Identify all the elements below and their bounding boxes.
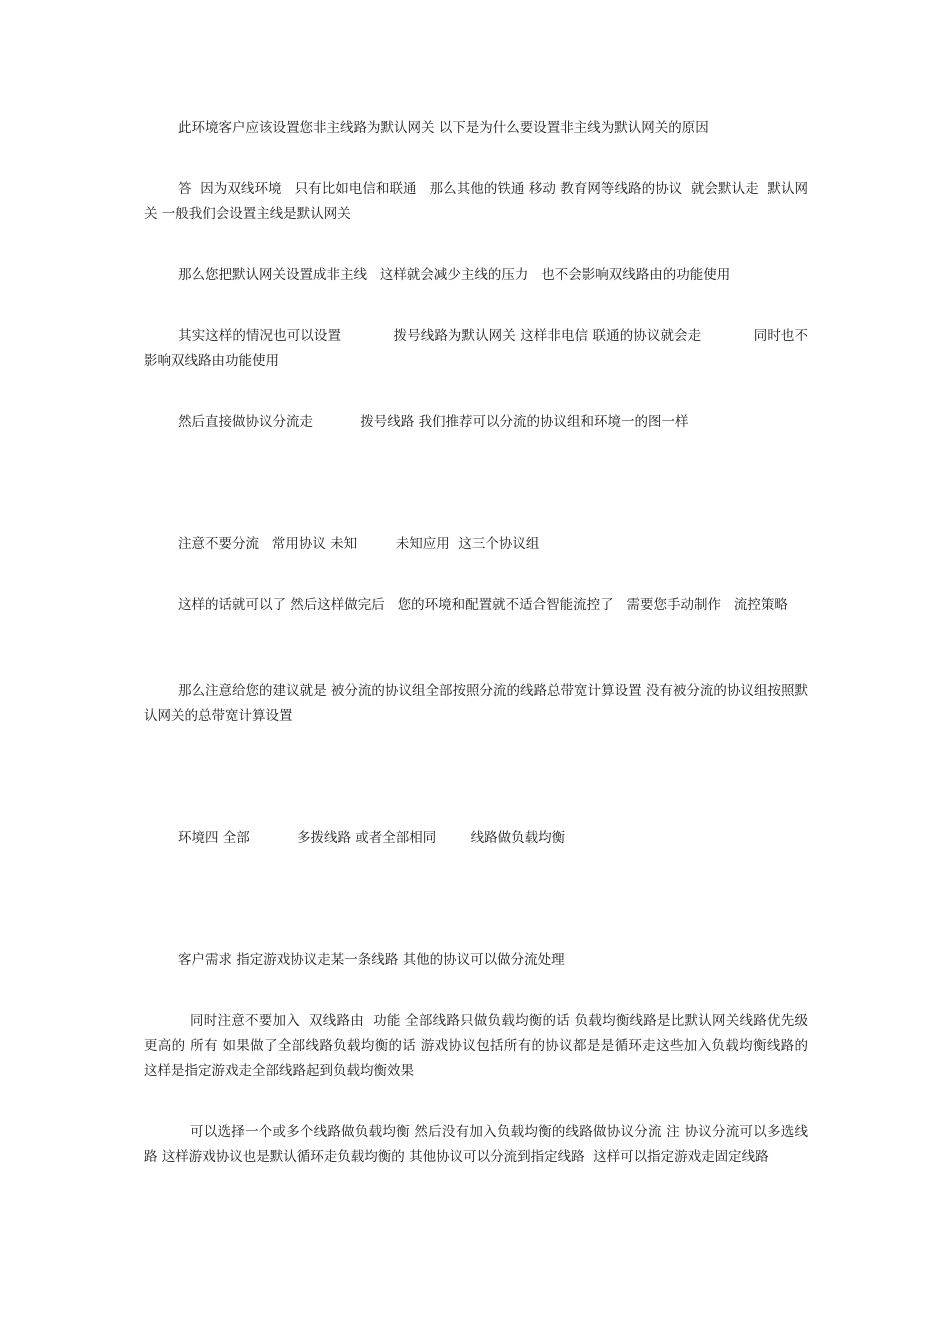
paragraph-do-not-split-note: 注意不要分流 常用协议 未知 未知应用 这三个协议组 bbox=[178, 536, 540, 552]
paragraph-default-gateway-intro: 此环境客户应该设置您非主线路为默认网关 以下是为什么要设置非主线为默认网关的原因 bbox=[178, 120, 709, 136]
paragraph-customer-requirement: 客户需求 指定游戏协议走某一条线路 其他的协议可以做分流处理 bbox=[178, 952, 565, 968]
paragraph-dialup-default-gateway: 其实这样的情况也可以设置 拨号线路为默认网关 这样非电信 联通的协议就会走 同时也不影响双线路由功能使用 bbox=[144, 328, 808, 369]
paragraph-environment-four-heading: 环境四 全部 多拨线路 或者全部相同 线路做负载均衡 bbox=[178, 830, 566, 846]
paragraph-load-balance-note: 同时注意不要加入 双线路由 功能 全部线路只做负载均衡的话 负载均衡线路是比默认网关线路优先级更高的 所有 如果做了全部线路负载均衡的话 游戏协议包括所有的协议都是是循环走这些加入负载均衡线路的 这样是指定游戏走全部线路起到负载均衡效果 bbox=[144, 1013, 817, 1079]
paragraph-bandwidth-advice: 那么注意给您的建议就是 被分流的协议组全部按照分流的线路总带宽计算设置 没有被分流的协议组按照默认网关的总带宽计算设置 bbox=[144, 683, 808, 724]
paragraph-protocol-split: 然后直接做协议分流走 拨号线路 我们推荐可以分流的协议组和环境一的图一样 bbox=[178, 414, 689, 430]
paragraph-manual-flow-policy: 这样的话就可以了 然后这样做完后 您的环境和配置就不适合智能流控了 需要您手动制作 流控策略 bbox=[178, 597, 788, 613]
paragraph-reduce-main-line-load: 那么您把默认网关设置成非主线 这样就会减少主线的压力 也不会影响双线路由的功能使用 bbox=[178, 267, 731, 283]
paragraph-load-balance-options: 可以选择一个或多个线路做负载均衡 然后没有加入负载均衡的线路做协议分流 注 协议分流可以多选线路 这样游戏协议也是默认循环走负载均衡的 其他协议可以分流到指定线路 这样可以指定游戏走固定线路 bbox=[144, 1124, 808, 1165]
paragraph-answer-dual-line: 答 因为双线环境 只有比如电信和联通 那么其他的铁通 移动 教育网等线路的协议 就会默认走 默认网关 一般我们会设置主线是默认网关 bbox=[144, 181, 808, 222]
